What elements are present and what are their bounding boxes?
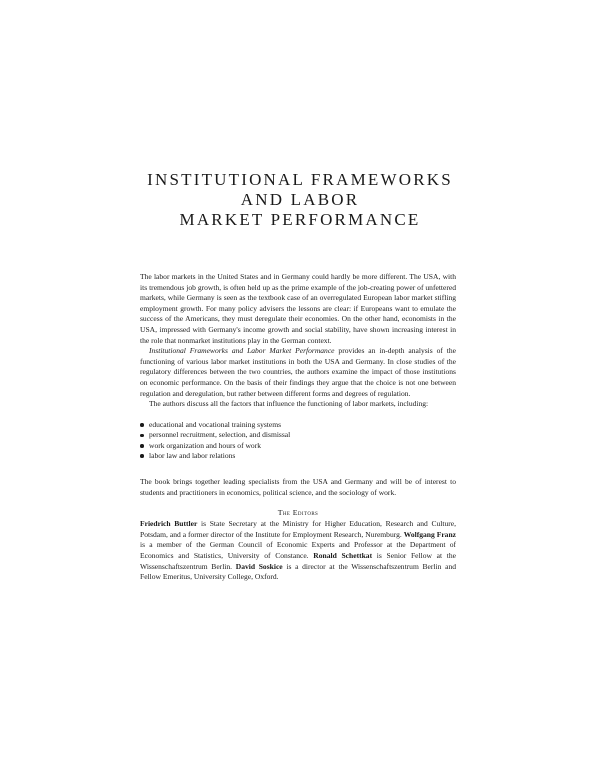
editors-paragraph [140,519,456,583]
editor-bio: is State Secretary at the Ministry for Higher Education, Research and Culture, Potsdam, and a former director of the Institute for Employment Research, Nuremburg. [140,519,456,539]
editor-bio: is Senior Fellow at the Wissenschaftszentrum Berlin. [140,550,456,571]
list-item: personnel recruitment, selection, and dismissal [140,430,456,440]
list-item: work organization and hours of work [140,441,456,451]
editor-name: David Soskice [235,561,283,571]
title-line-3: MARKET PERFORMANCE [179,210,421,229]
editor-bio: is a director at the Wissenschaftszentrum Berlin and Fellow Emeritus, University College, Oxford. [140,561,456,582]
list-item: labor law and labor relations [140,451,456,461]
closing-paragraph: The book brings together leading specialists from the USA and Germany and will be of interest to students and practitioners in economics, political science, and the sociology of work. [140,477,456,497]
intro-paragraph-1: The labor markets in the United States and in Germany could hardly be more different. The USA, with its tremendous job growth, is often held up as the prime example of the job-creating power of unfettered markets, while Germany is seen as the textbook case of an overregulated European labor market stifling employment growth. For many policy advisers the lessons are clear: if Europeans want to emulate the success of the Americans, they must deregulate their economies. On the other hand, economists in the USA, impressed with Germany's income growth and social stability, have shown increasing interest in the role that nonmarket institutions play in the German context. [140,272,456,345]
factors-list [140,420,456,462]
book-title [0,170,600,230]
intro-paragraph-3: The authors discuss all the factors that influence the functioning of labor markets, including: [149,399,429,409]
book-title-italic: Institutional Frameworks and Labor Market Performance [149,346,335,356]
description-body [140,272,456,583]
editor-bio: is a member of the German Council of Economic Experts and Professor at the Department of Economics and Statistics, University of Constance. [140,540,456,560]
editor-name: Ronald Schettkat [313,550,373,560]
list-item: educational and vocational training systems [140,420,456,430]
title-line-1: INSTITUTIONAL FRAMEWORKS [147,170,453,189]
editor-name: Friedrich Buttler [140,519,198,529]
intro-paragraph-2 [140,346,456,399]
title-line-2: AND LABOR [240,190,360,209]
intro-paragraph-2-text: provides an in-depth analysis of the functioning of various labor market institutions in both the USA and Germany. In close studies of the regulatory differences between the two countries, the authors examine the impact of those institutions on economic performance. On the basis of their findings they argue that the choice is not one between regulation and deregulation, but rather between different forms and degrees of regulation. [140,346,456,398]
editor-name: Wolfgang Franz [403,529,456,539]
editors-heading: The Editors [277,507,319,517]
